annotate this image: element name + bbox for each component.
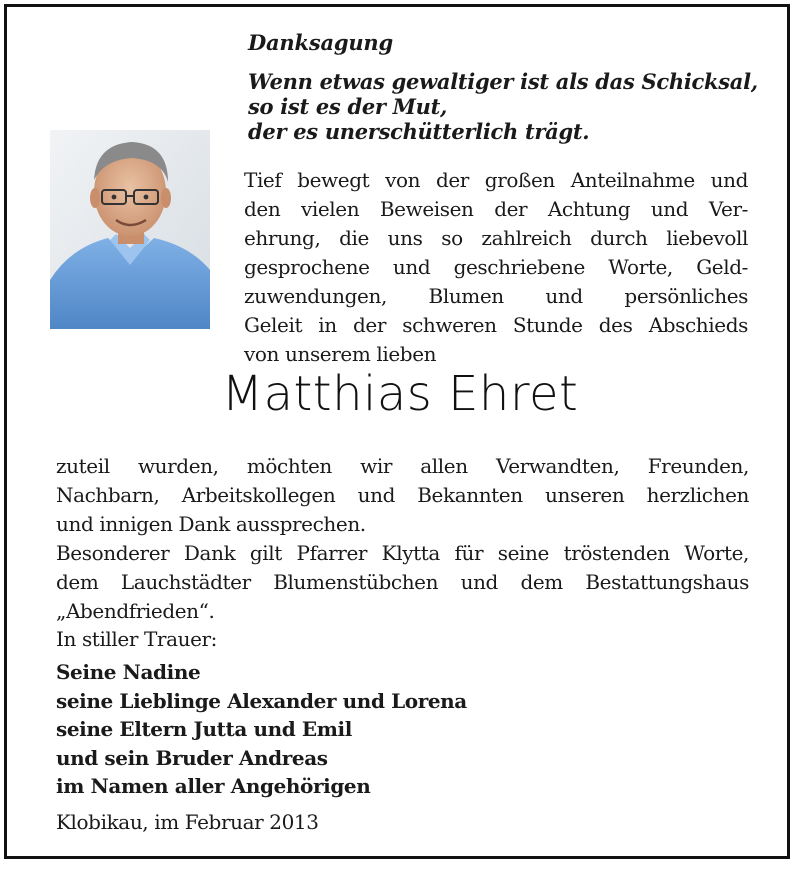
motto-line: so ist es der Mut, (248, 94, 447, 119)
mourner-line: seine Eltern Jutta und Emil (56, 717, 352, 741)
deceased-name: Matthias Ehret (221, 366, 579, 422)
notice-heading: Danksagung (248, 30, 393, 55)
mourner-line: Seine Nadine (56, 660, 201, 684)
body-line: und innigen Dank aussprechen. (56, 512, 366, 536)
intro-line: Geleit in der schweren Stunde des Abschieds (244, 313, 748, 337)
intro-line: gesprochene und geschriebene Worte, Geld- (244, 255, 748, 279)
thanks-paragraph (56, 452, 749, 626)
intro-line: ehrung, die uns so zahlreich durch liebevoll (244, 226, 748, 250)
mourner-line: im Namen aller Angehörigen (56, 774, 371, 798)
body-line: zuteil wurden, möchten wir allen Verwandten, Freunden, (56, 454, 749, 478)
mourners-list (56, 658, 467, 801)
intro-paragraph (244, 166, 748, 369)
intro-line: von unserem lieben (244, 342, 437, 366)
mourning-label: In stiller Trauer: (56, 627, 218, 651)
motto-line: Wenn etwas gewaltiger ist als das Schicksal, (248, 69, 758, 94)
motto-quote (248, 69, 758, 144)
portrait-photo (50, 130, 210, 329)
intro-line: den vielen Beweisen der Achtung und Ver- (244, 197, 748, 221)
motto-line: der es unerschütterlich trägt. (248, 119, 590, 144)
body-line: Nachbarn, Arbeitskollegen und Bekannten unseren herzlichen (56, 483, 749, 507)
mourner-line: und sein Bruder Andreas (56, 745, 328, 770)
body-line: Besonderer Dank gilt Pfarrer Klytta für seine tröstenden Worte, (56, 541, 749, 565)
body-line: dem Lauchstädter Blumenstübchen und dem Bestattungshaus (56, 570, 749, 594)
mourner-line: seine Lieblinge Alexander und Lorena (56, 688, 467, 713)
body-line: „Abendfrieden“. (56, 599, 215, 623)
place-date: Klobikau, im Februar 2013 (56, 810, 319, 834)
intro-line: Tief bewegt von der großen Anteilnahme und (244, 168, 748, 192)
intro-line: zuwendungen, Blumen und persönliches (244, 284, 748, 308)
